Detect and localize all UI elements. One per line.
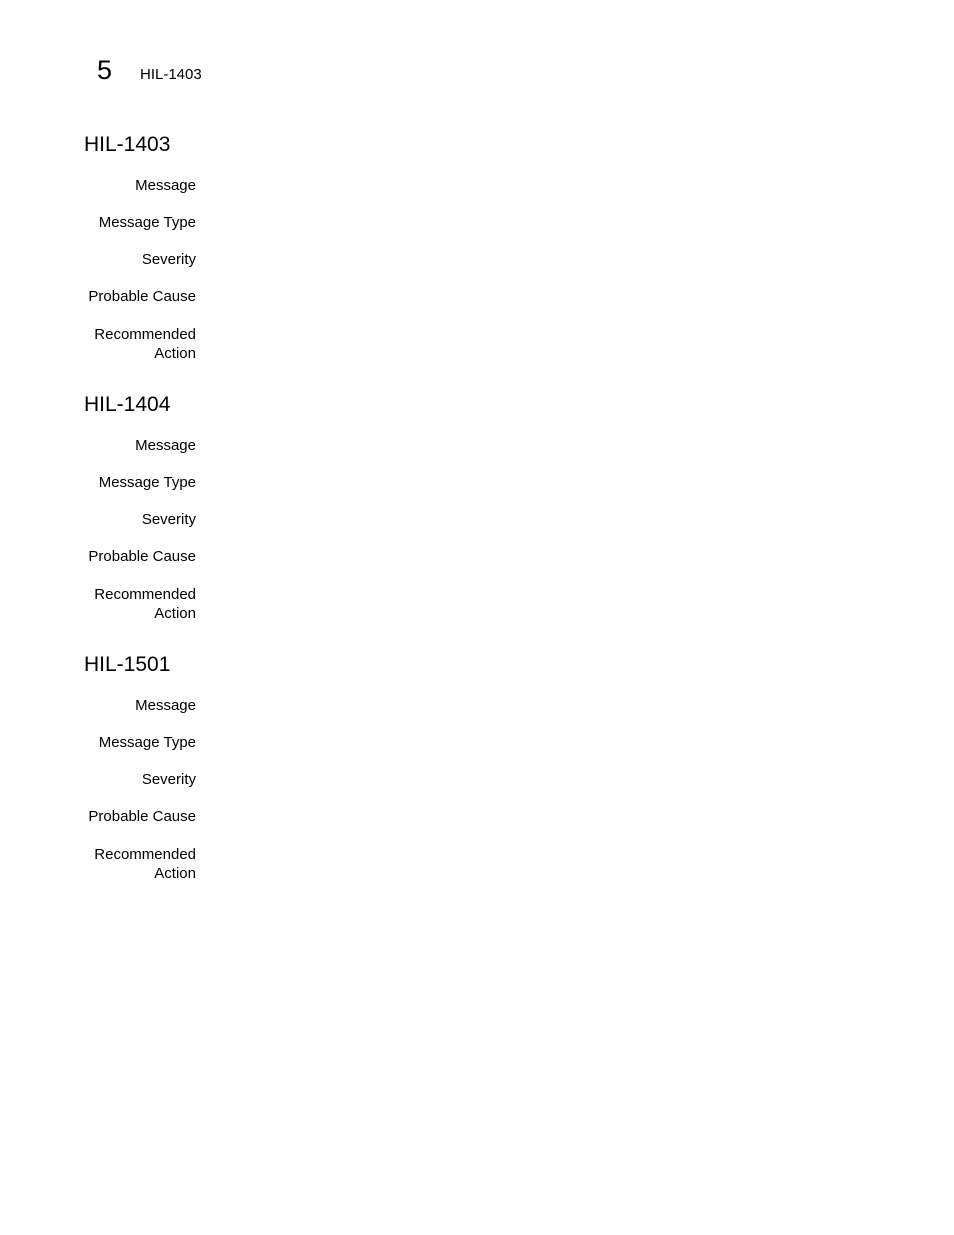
severity-label: Severity xyxy=(141,771,196,788)
probable-cause-label: Probable Cause xyxy=(88,548,196,565)
running-title: HIL-1403 xyxy=(140,66,202,83)
probable-cause-label: Probable Cause xyxy=(88,288,196,305)
section-title: HIL-1403 xyxy=(84,133,171,156)
recommended-action-label-line1: Recommended xyxy=(94,586,196,603)
message-label: Message xyxy=(135,437,196,454)
recommended-action-label xyxy=(66,326,196,363)
message-type-label: Message Type xyxy=(98,214,196,231)
message-type-label: Message Type xyxy=(98,734,196,751)
message-label: Message xyxy=(135,697,196,714)
severity-label: Severity xyxy=(141,251,196,268)
probable-cause-label: Probable Cause xyxy=(88,808,196,825)
recommended-action-label xyxy=(66,586,196,623)
recommended-action-label-line2: Action xyxy=(154,604,196,622)
recommended-action-label xyxy=(66,846,196,883)
recommended-action-label-line1: Recommended xyxy=(94,326,196,343)
message-section-hil-1403 xyxy=(84,133,384,362)
page-header xyxy=(97,55,202,85)
recommended-action-label-line1: Recommended xyxy=(94,846,196,863)
severity-label: Severity xyxy=(141,511,196,528)
message-section-hil-1404 xyxy=(84,393,384,622)
message-type-label: Message Type xyxy=(98,474,196,491)
recommended-action-label-line2: Action xyxy=(154,344,196,362)
section-title: HIL-1404 xyxy=(84,393,171,416)
section-title: HIL-1501 xyxy=(84,653,171,676)
message-section-hil-1501 xyxy=(84,653,384,882)
message-label: Message xyxy=(135,177,196,194)
chapter-number: 5 xyxy=(97,55,113,85)
recommended-action-label-line2: Action xyxy=(154,864,196,882)
